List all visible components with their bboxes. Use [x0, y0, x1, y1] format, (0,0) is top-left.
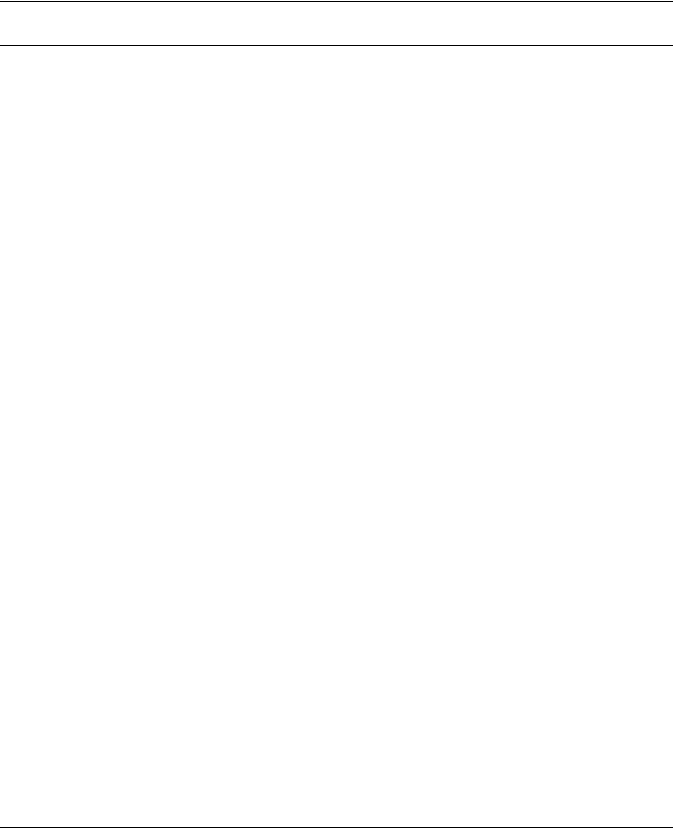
table-bottom-rule [0, 827, 673, 828]
table-top-rule [0, 1, 673, 2]
table-header-rule [0, 45, 673, 46]
